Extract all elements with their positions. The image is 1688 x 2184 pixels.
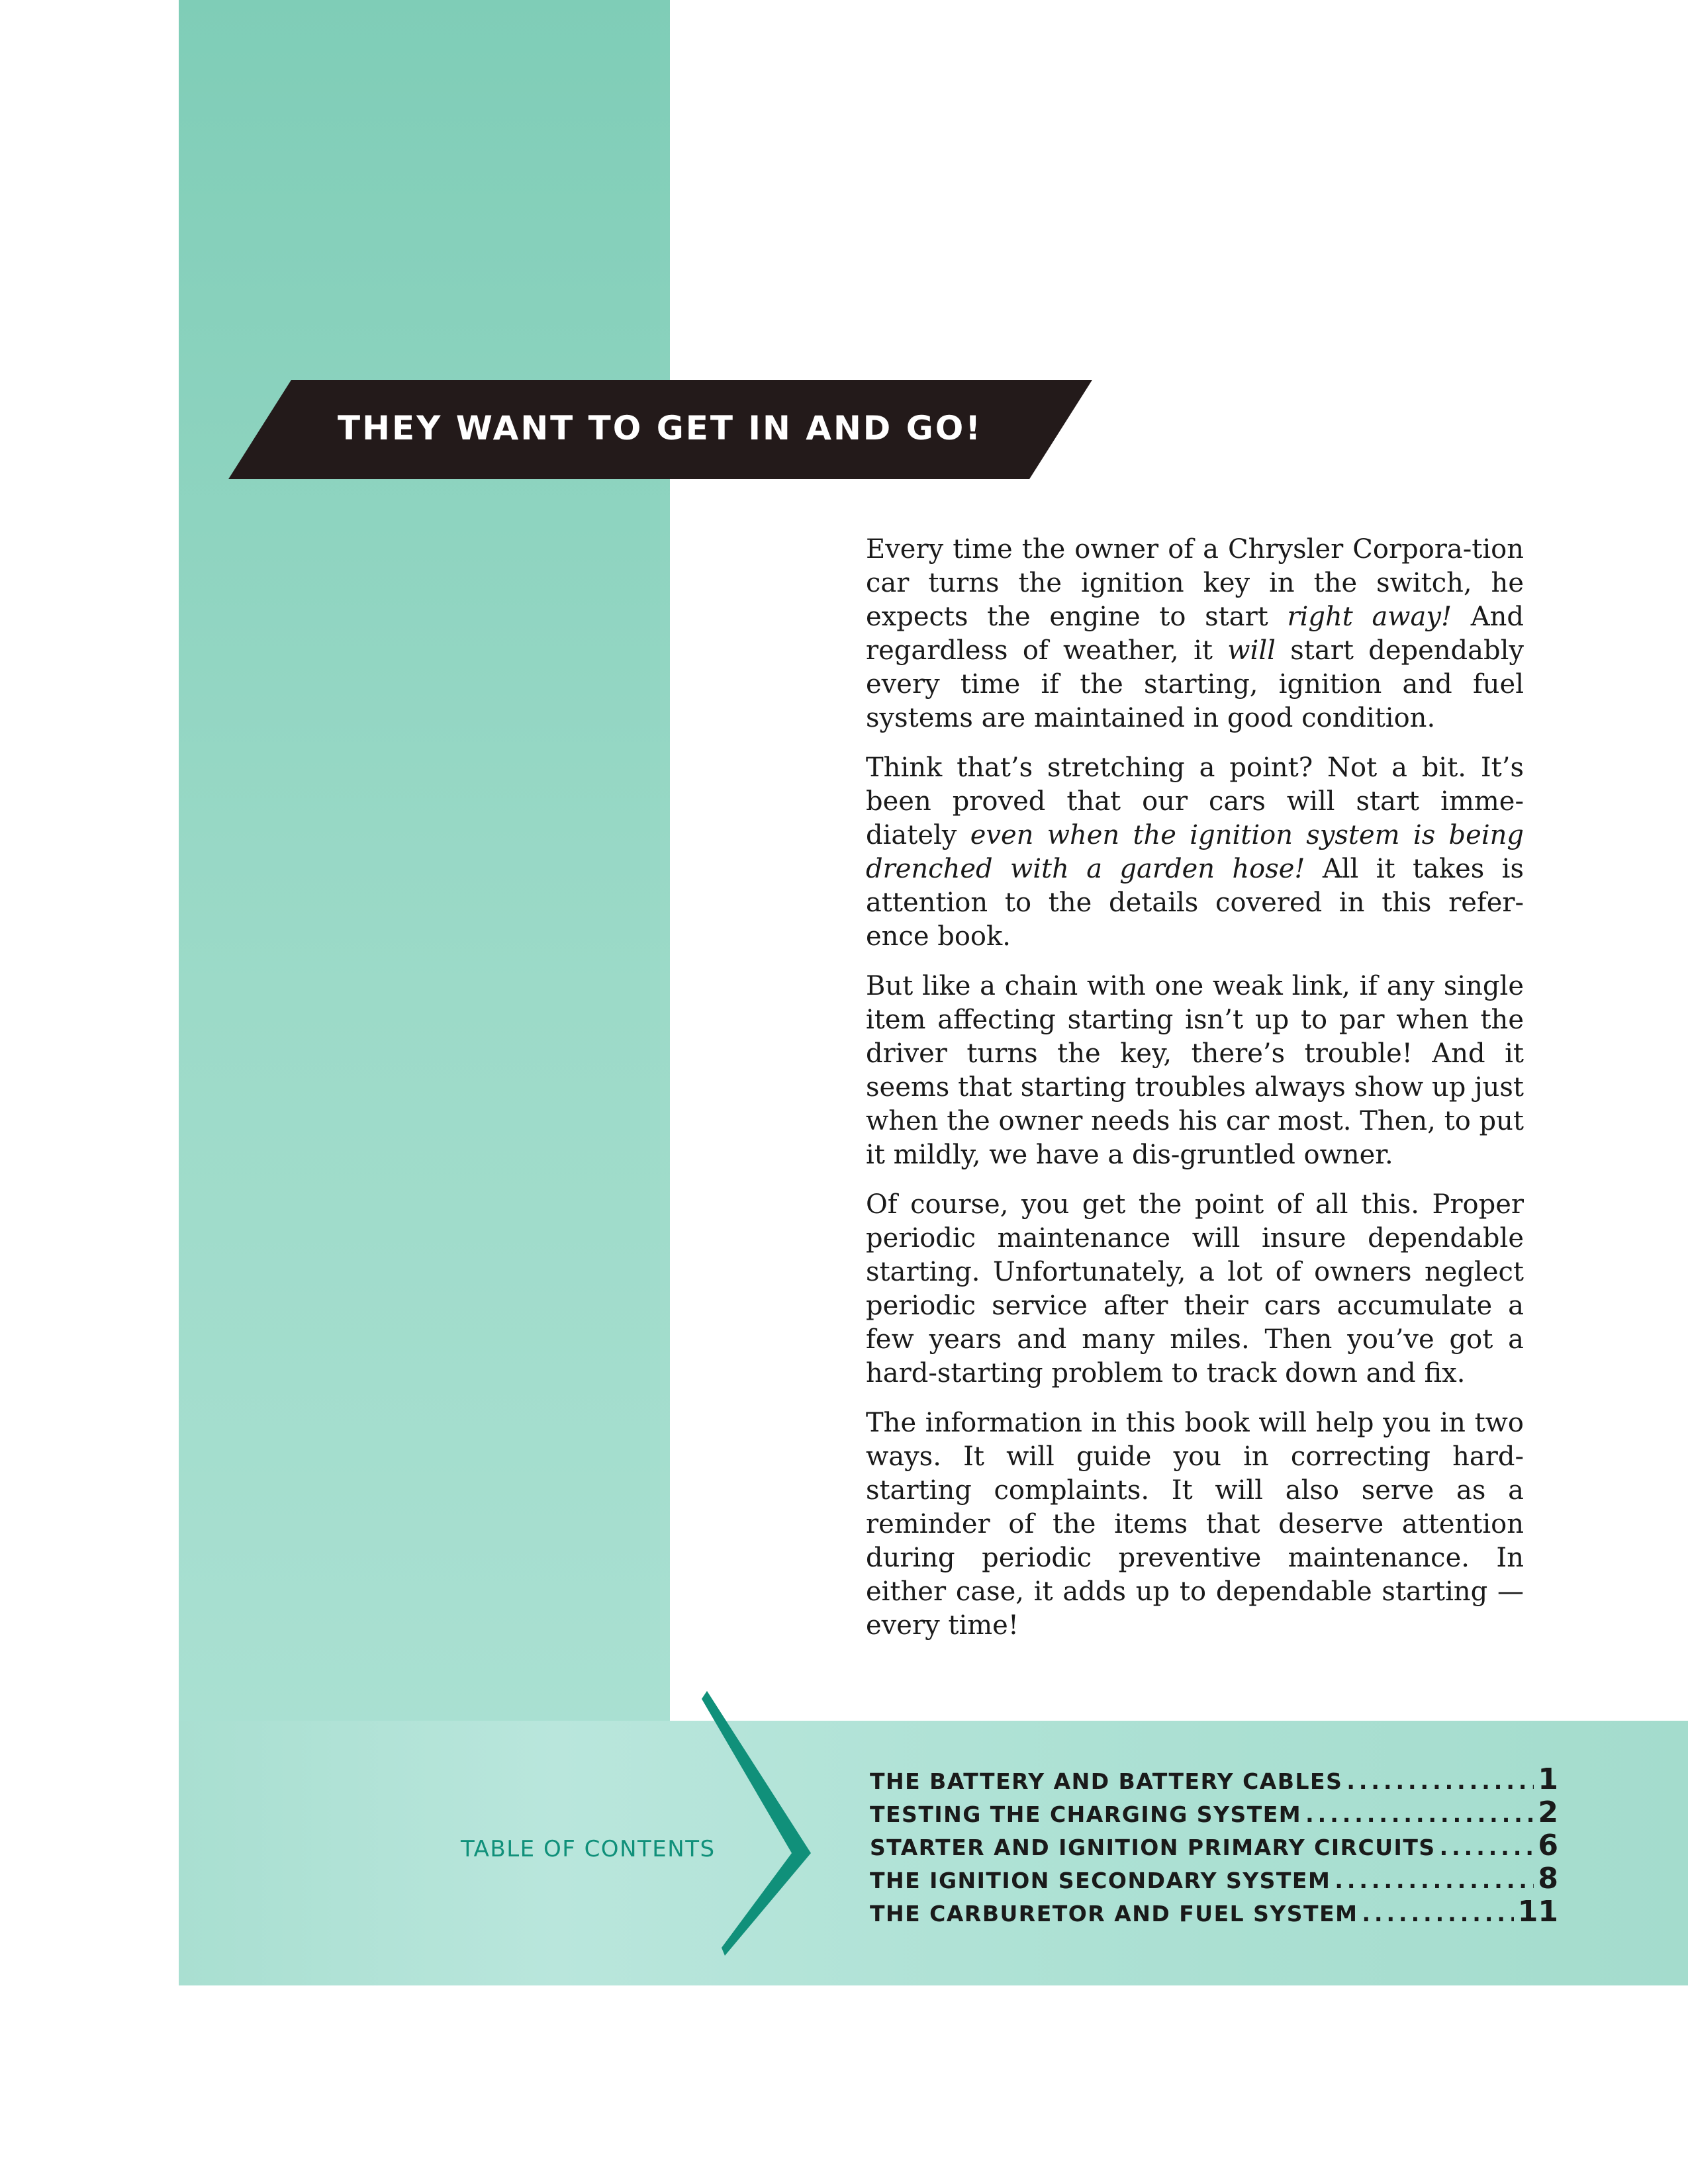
toc-page-number: 8 xyxy=(1538,1862,1558,1895)
toc-item xyxy=(870,1829,1558,1862)
paragraph-2: Think that’s stretching a point? Not a bit. It’s been proved that our cars will start imme-diately even when the ignition system is being drenched with a garden hose! All it takes is attention to the details covered in this refer-ence book. xyxy=(866,752,1524,952)
toc-leader xyxy=(1305,1798,1534,1831)
toc-leader xyxy=(1346,1765,1534,1798)
toc-page-number: 6 xyxy=(1538,1829,1558,1862)
toc-leader xyxy=(1362,1897,1513,1931)
toc-title: TABLE OF CONTENTS xyxy=(461,1836,716,1862)
toc-list xyxy=(870,1763,1558,1929)
paragraph-3: But like a chain with one weak link, if any single item affecting starting isn’t up to par when the driver turns the key, there’s trouble! And it seems that starting troubles always show up just when the owner needs his car most. Then, to put it mildly, we have a dis-gruntled owner. xyxy=(866,971,1524,1170)
paragraph-5: The information in this book will help you in two ways. It will guide you in correcting hard-starting complaints. It will also serve as a reminder of the items that deserve attention during periodic preventive maintenance. In either case, it adds up to dependable starting —every time! xyxy=(866,1408,1524,1641)
toc-page-number: 2 xyxy=(1538,1796,1558,1829)
toc-leader xyxy=(1335,1864,1534,1897)
teal-background-panel xyxy=(179,0,670,1985)
toc-item-title: THE CARBURETOR AND FUEL SYSTEM xyxy=(870,1901,1358,1927)
toc-page-number: 1 xyxy=(1538,1762,1558,1796)
toc-item xyxy=(870,1862,1558,1895)
toc-page-number: 11 xyxy=(1517,1895,1558,1929)
toc-item-title: TESTING THE CHARGING SYSTEM xyxy=(870,1801,1302,1827)
toc-item-title: STARTER AND IGNITION PRIMARY CIRCUITS xyxy=(870,1835,1436,1860)
toc-item xyxy=(870,1796,1558,1829)
toc-item-title: THE IGNITION SECONDARY SYSTEM xyxy=(870,1868,1331,1893)
toc-leader xyxy=(1440,1831,1534,1864)
headline: THEY WANT TO GET IN AND GO! xyxy=(338,409,983,447)
toc-item xyxy=(870,1895,1558,1929)
toc-item xyxy=(870,1763,1558,1796)
paragraph-4: Of course, you get the point of all this. Proper periodic maintenance will insure dependable starting. Unfortunately, a lot of owners neglect periodic service after their cars accumulate a few years and many miles. Then you’ve got a hard-starting problem to track down and fix. xyxy=(866,1189,1524,1388)
toc-item-title: THE BATTERY AND BATTERY CABLES xyxy=(870,1768,1343,1794)
chevron-right-icon xyxy=(702,1691,814,1956)
article-body xyxy=(866,533,1524,1659)
paragraph-1: Every time the owner of a Chrysler Corpora-tion car turns the ignition key in the switch, he expects the engine to start right away! And regardless of weather, it will start dependably every time if the starting, ignition and fuel systems are maintained in good condition. xyxy=(866,534,1524,733)
